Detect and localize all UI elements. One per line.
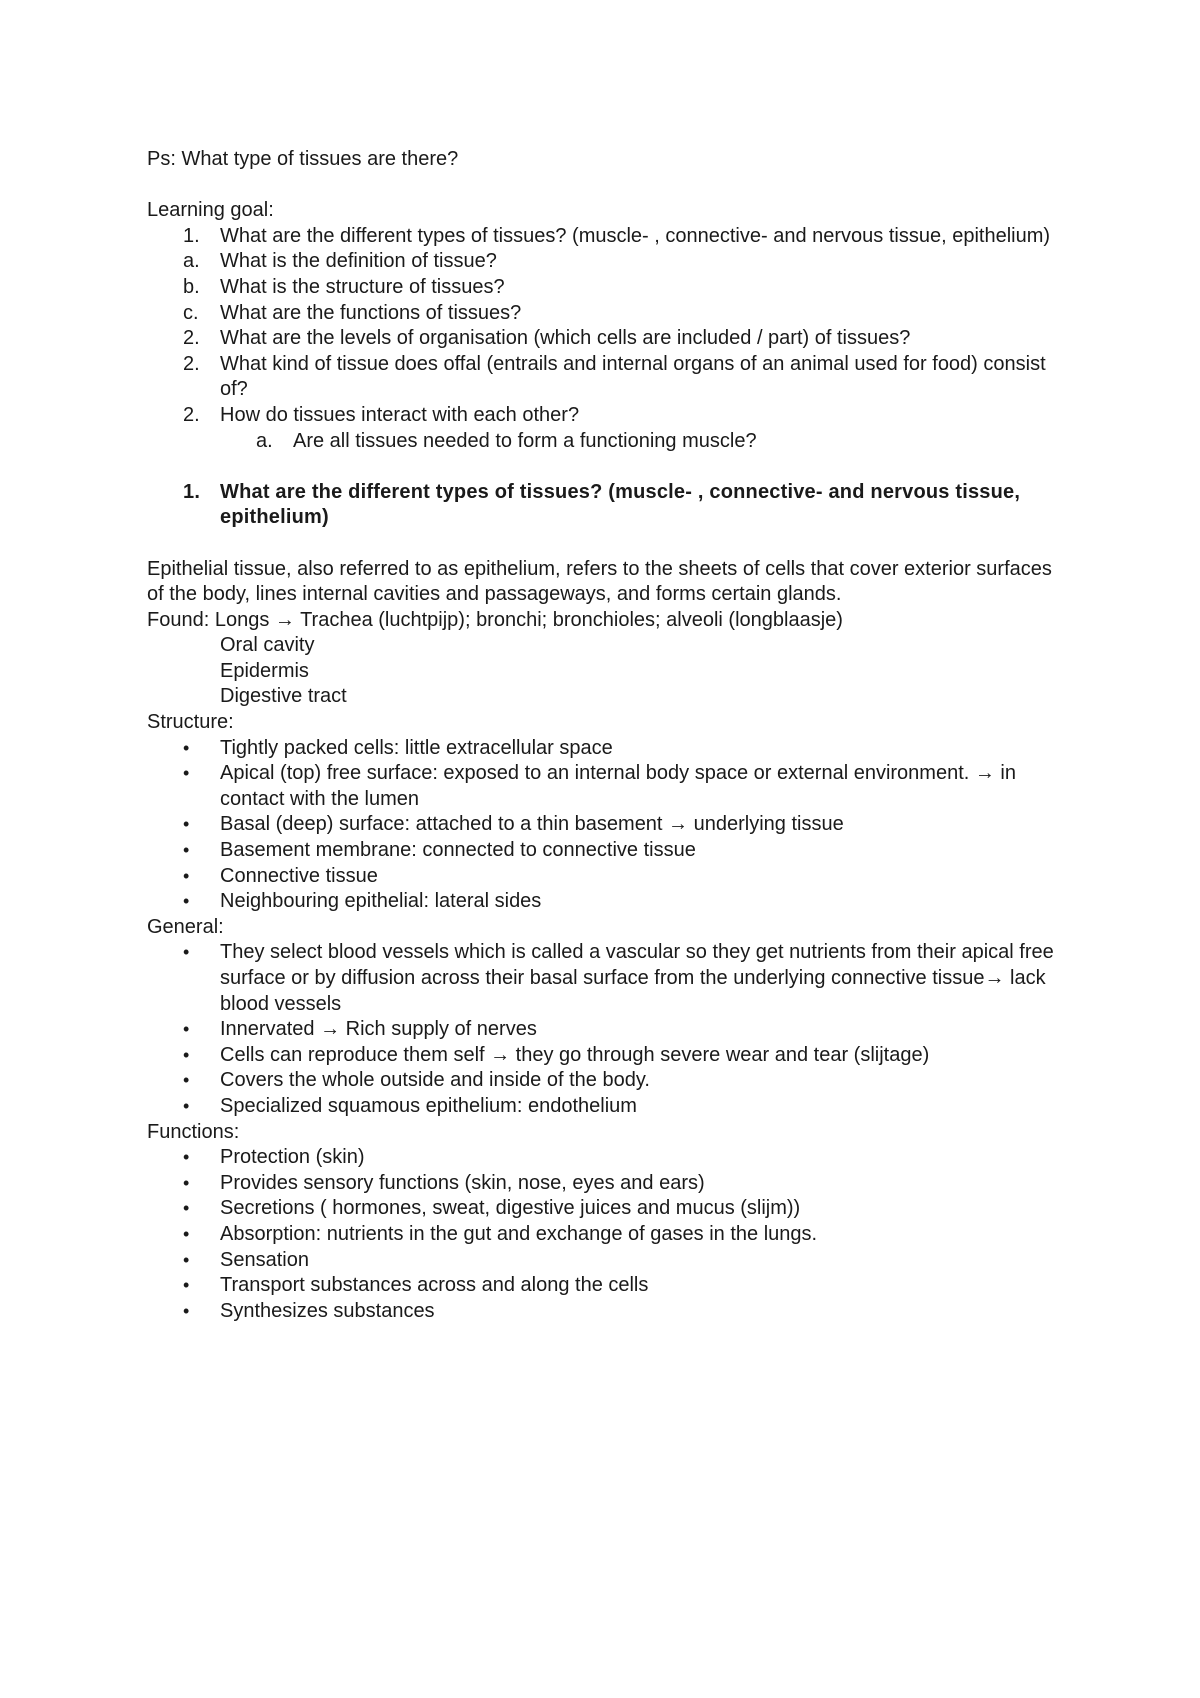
list-item <box>147 1299 1067 1325</box>
list-item-text: Innervated → Rich supply of nerves <box>220 1018 537 1041</box>
list-marker: 2. <box>183 352 200 375</box>
list-item-text: Apical (top) free surface: exposed to an internal body space or external environment. → in contact with the lumen <box>220 762 1016 810</box>
list-item <box>147 301 1067 327</box>
list-item-text: Cells can reproduce them self → they go through severe wear and tear (slijtage) <box>220 1043 930 1066</box>
list-item <box>147 889 1067 915</box>
bullet-icon: • <box>183 1095 190 1116</box>
learning-goal-list <box>147 224 1067 454</box>
bullet-icon: • <box>183 763 190 784</box>
list-item <box>147 812 1067 838</box>
list-item <box>147 1017 1067 1043</box>
bullet-icon: • <box>183 1147 190 1168</box>
list-item <box>147 1171 1067 1197</box>
list-item-text: Covers the whole outside and inside of the body. <box>220 1069 650 1092</box>
spacer <box>147 454 1067 480</box>
document-page <box>147 147 1067 1324</box>
list-item <box>147 224 1067 250</box>
found-item: Epidermis <box>220 659 309 682</box>
heading-marker: 1. <box>183 480 201 503</box>
bullet-icon: • <box>183 891 190 912</box>
list-item <box>147 761 1067 812</box>
learning-goal-label: Learning goal: <box>147 199 274 222</box>
list-item <box>147 1273 1067 1299</box>
list-item <box>147 326 1067 352</box>
list-item-text: What is the definition of tissue? <box>220 250 497 273</box>
list-item-text: What kind of tissue does offal (entrails and internal organs of an animal used for food) consist of? <box>220 352 1046 401</box>
found-item: Digestive tract <box>220 685 347 708</box>
list-marker: 2. <box>183 327 200 350</box>
bullet-icon: • <box>183 942 190 963</box>
list-item-text: Are all tissues needed to form a functioning muscle? <box>293 429 757 452</box>
list-item <box>147 352 1067 403</box>
list-marker: 1. <box>183 224 200 247</box>
bullet-icon: • <box>183 1019 190 1040</box>
list-item-text: Transport substances across and along the cells <box>220 1274 649 1297</box>
list-item <box>147 1068 1067 1094</box>
list-marker: a. <box>183 250 200 273</box>
intro-paragraph: Epithelial tissue, also referred to as epithelium, refers to the sheets of cells that cover exterior surfaces of the body, lines internal cavities and passageways, and forms certain glands. <box>147 557 1052 606</box>
list-item-text: Connective tissue <box>220 864 378 887</box>
bullet-icon: • <box>183 814 190 835</box>
spacer <box>147 173 1067 199</box>
list-item <box>147 940 1067 1017</box>
bullet-icon: • <box>183 840 190 861</box>
list-marker: c. <box>183 301 199 324</box>
list-item-text: Sensation <box>220 1248 309 1271</box>
bullet-icon: • <box>183 1070 190 1091</box>
bullet-icon: • <box>183 1044 190 1065</box>
bullet-icon: • <box>183 865 190 886</box>
list-item-text: Synthesizes substances <box>220 1299 435 1322</box>
list-item-text: What are the levels of organisation (which cells are included / part) of tissues? <box>220 327 911 350</box>
document-title: Ps: What type of tissues are there? <box>147 148 459 170</box>
list-item <box>147 249 1067 275</box>
list-item-text: Specialized squamous epithelium: endothelium <box>220 1094 637 1117</box>
list-item-text: Basement membrane: connected to connective tissue <box>220 839 696 862</box>
list-item <box>147 1196 1067 1222</box>
list-item-text: Neighbouring epithelial: lateral sides <box>220 890 542 913</box>
bullet-icon: • <box>183 1223 190 1244</box>
list-marker: b. <box>183 275 200 298</box>
structure-label: Structure: <box>147 711 234 734</box>
functions-label: Functions: <box>147 1120 240 1143</box>
list-item-text: Protection (skin) <box>220 1146 365 1169</box>
list-item <box>147 403 1067 429</box>
bullet-icon: • <box>183 1198 190 1219</box>
bullet-icon: • <box>183 1172 190 1193</box>
bullet-icon: • <box>183 1300 190 1321</box>
functions-list <box>147 1145 1067 1324</box>
bullet-icon: • <box>183 1275 190 1296</box>
list-marker: a. <box>256 429 273 452</box>
structure-list <box>147 736 1067 915</box>
general-label: General: <box>147 915 224 938</box>
list-item-text: Tightly packed cells: little extracellular space <box>220 736 613 759</box>
general-list <box>147 940 1067 1119</box>
list-item-text: What is the structure of tissues? <box>220 275 505 298</box>
found-item: Oral cavity <box>220 634 315 657</box>
list-item <box>147 1145 1067 1171</box>
heading-text: What are the different types of tissues? (muscle- , connective- and nervous tissue, epithelium) <box>220 480 1021 529</box>
list-marker: 2. <box>183 403 200 426</box>
list-item-text: Provides sensory functions (skin, nose, eyes and ears) <box>220 1171 705 1194</box>
list-item <box>147 1043 1067 1069</box>
bullet-icon: • <box>183 737 190 758</box>
list-item <box>147 864 1067 890</box>
list-item <box>147 1094 1067 1120</box>
list-item-text: Secretions ( hormones, sweat, digestive juices and mucus (slijm)) <box>220 1197 801 1220</box>
list-item-text: Absorption: nutrients in the gut and exchange of gases in the lungs. <box>220 1222 818 1245</box>
bullet-icon: • <box>183 1249 190 1270</box>
section-heading <box>147 480 1067 531</box>
found-label: Found: Longs → Trachea (luchtpijp); bronchi; bronchioles; alveoli (longblaasje) <box>147 608 843 631</box>
list-item-text: What are the functions of tissues? <box>220 301 522 324</box>
list-item <box>147 838 1067 864</box>
list-item <box>147 429 1067 455</box>
list-item-text: Basal (deep) surface: attached to a thin basement → underlying tissue <box>220 813 844 836</box>
list-item-text: How do tissues interact with each other? <box>220 403 580 426</box>
spacer <box>147 531 1067 557</box>
list-item-text: What are the different types of tissues? (muscle- , connective- and nervous tissue, epithelium) <box>220 224 1051 247</box>
list-item <box>147 1248 1067 1274</box>
list-item <box>147 275 1067 301</box>
list-item <box>147 736 1067 762</box>
list-item <box>147 1222 1067 1248</box>
list-item-text: They select blood vessels which is called a vascular so they get nutrients from their apical free surface or by diffusion across their basal surface from the underlying connective tissue→ lack blood vessels <box>220 941 1054 1015</box>
